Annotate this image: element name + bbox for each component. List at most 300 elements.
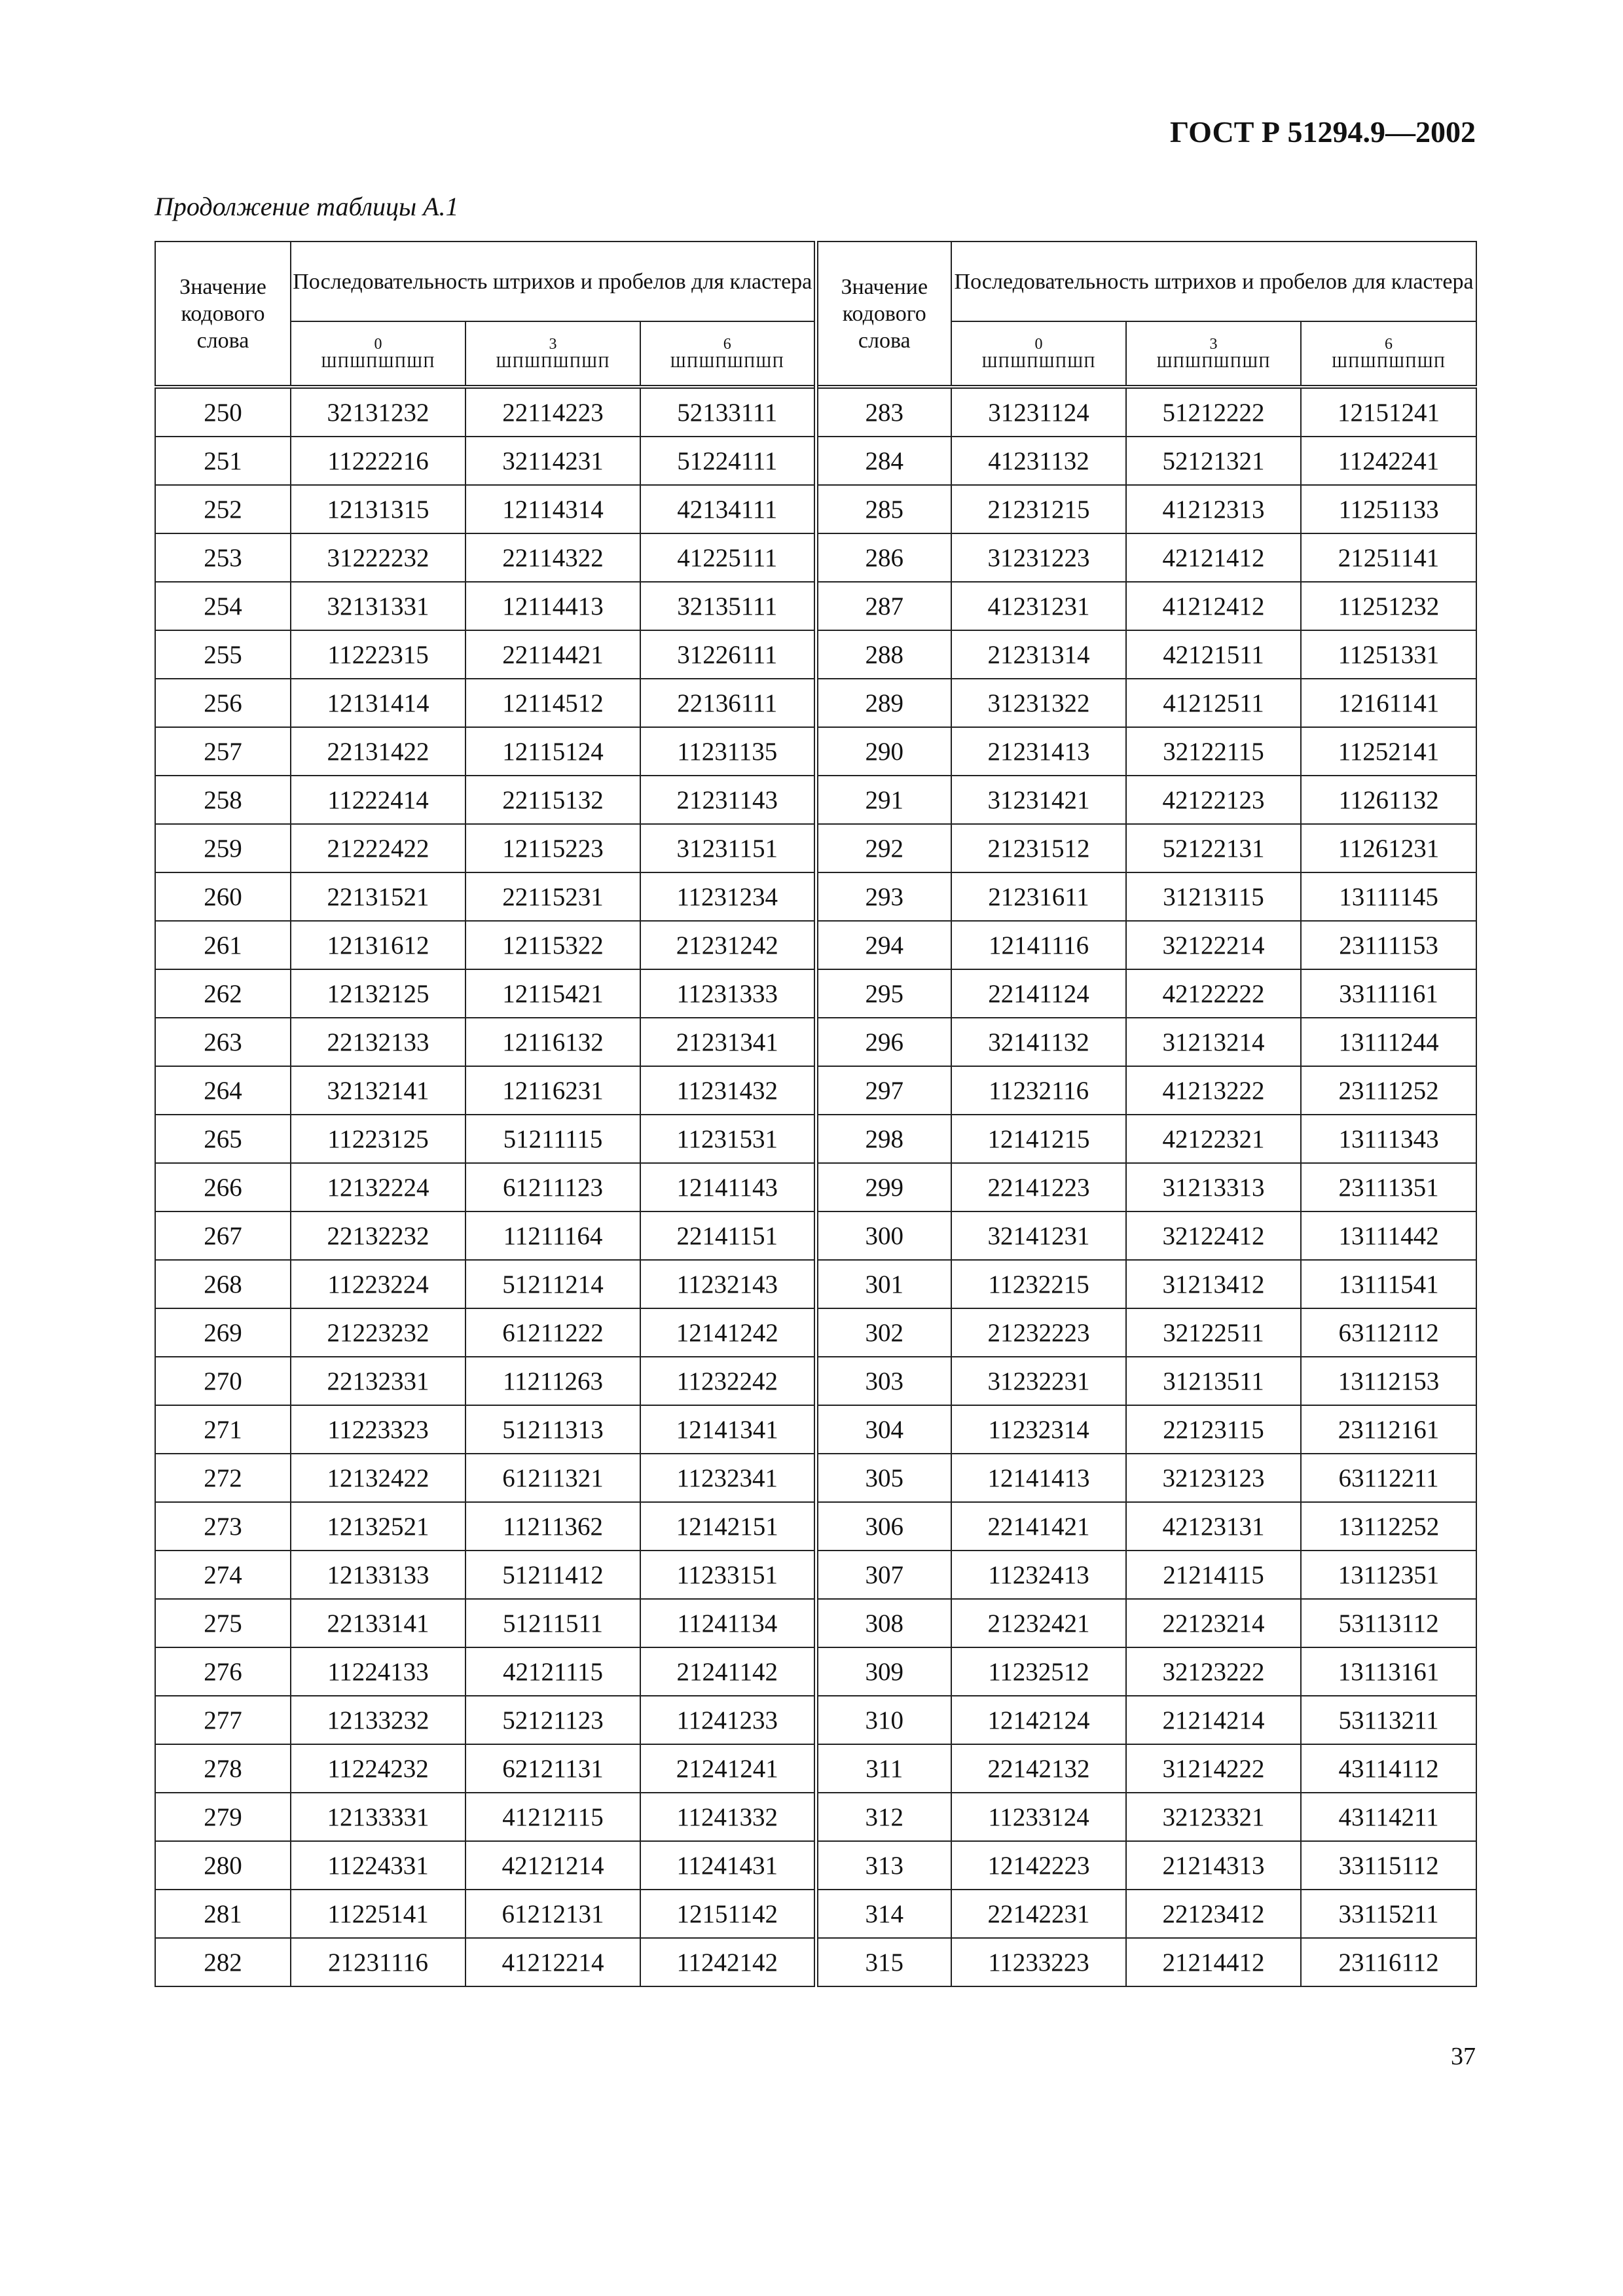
table-cell: 11223224 — [291, 1260, 465, 1308]
table-cell: 257 — [155, 727, 291, 776]
table-cell: 11232413 — [951, 1551, 1126, 1599]
table-cell: 293 — [816, 872, 951, 921]
table-cell: 21214412 — [1126, 1938, 1301, 1986]
table-cell: 41212214 — [465, 1938, 640, 1986]
table-cell: 13111442 — [1301, 1211, 1476, 1260]
table-cell: 32123222 — [1126, 1647, 1301, 1696]
table-cell: 22133141 — [291, 1599, 465, 1647]
table-cell: 13111244 — [1301, 1018, 1476, 1066]
table-cell: 31213313 — [1126, 1163, 1301, 1211]
table-cell: 51211412 — [465, 1551, 640, 1599]
table-cell: 11211164 — [465, 1211, 640, 1260]
table-cell: 22141421 — [951, 1502, 1126, 1551]
table-row — [155, 969, 1476, 1018]
table-cell: 42121412 — [1126, 533, 1301, 582]
table-cell: 23111153 — [1301, 921, 1476, 969]
table-cell: 22132331 — [291, 1357, 465, 1405]
table-row — [155, 727, 1476, 776]
table-cell: 32114231 — [465, 437, 640, 485]
table-cell: 11231531 — [640, 1115, 816, 1163]
table-cell: 250 — [155, 387, 291, 437]
table-row — [155, 1744, 1476, 1793]
table-cell: 253 — [155, 533, 291, 582]
table-cell: 309 — [816, 1647, 951, 1696]
table-cell: 12161141 — [1301, 679, 1476, 727]
table-cell: 42121214 — [465, 1841, 640, 1890]
table-cell: 21241142 — [640, 1647, 816, 1696]
table-cell: 42123131 — [1126, 1502, 1301, 1551]
table-cell: 12141413 — [951, 1454, 1126, 1502]
table-cell: 312 — [816, 1793, 951, 1841]
table-cell: 22114322 — [465, 533, 640, 582]
table-cell: 272 — [155, 1454, 291, 1502]
table-row — [155, 1938, 1476, 1986]
table-cell: 11232215 — [951, 1260, 1126, 1308]
table-cell: 12151142 — [640, 1890, 816, 1938]
table-cell: 12141215 — [951, 1115, 1126, 1163]
table-cell: 41213222 — [1126, 1066, 1301, 1115]
table-cell: 31232231 — [951, 1357, 1126, 1405]
table-cell: 11231135 — [640, 727, 816, 776]
table-cell: 22114421 — [465, 630, 640, 679]
table-cell: 11233151 — [640, 1551, 816, 1599]
table-cell: 21231143 — [640, 776, 816, 824]
table-cell: 11241332 — [640, 1793, 816, 1841]
table-cell: 21231116 — [291, 1938, 465, 1986]
table-cell: 21223232 — [291, 1308, 465, 1357]
table-cell: 304 — [816, 1405, 951, 1454]
table-cell: 11232341 — [640, 1454, 816, 1502]
table-cell: 11222414 — [291, 776, 465, 824]
table-cell: 267 — [155, 1211, 291, 1260]
table-row — [155, 1551, 1476, 1599]
table-cell: 13112153 — [1301, 1357, 1476, 1405]
table-cell: 31214222 — [1126, 1744, 1301, 1793]
table-cell: 32122511 — [1126, 1308, 1301, 1357]
table-cell: 13112351 — [1301, 1551, 1476, 1599]
table-cell: 295 — [816, 969, 951, 1018]
table-cell: 310 — [816, 1696, 951, 1744]
cluster-0-header-right: 0 ШПШПШПШП — [951, 321, 1126, 387]
table-cell: 42122321 — [1126, 1115, 1301, 1163]
table-cell: 11232512 — [951, 1647, 1126, 1696]
table-cell: 22142132 — [951, 1744, 1126, 1793]
table-cell: 13111343 — [1301, 1115, 1476, 1163]
table-cell: 21241241 — [640, 1744, 816, 1793]
table-cell: 271 — [155, 1405, 291, 1454]
table-cell: 11261231 — [1301, 824, 1476, 872]
table-cell: 22136111 — [640, 679, 816, 727]
table-cell: 259 — [155, 824, 291, 872]
table-cell: 31213511 — [1126, 1357, 1301, 1405]
table-cell: 41225111 — [640, 533, 816, 582]
table-cell: 41212115 — [465, 1793, 640, 1841]
table-cell: 12133232 — [291, 1696, 465, 1744]
table-cell: 61211321 — [465, 1454, 640, 1502]
table-cell: 11232143 — [640, 1260, 816, 1308]
table-cell: 291 — [816, 776, 951, 824]
table-row — [155, 437, 1476, 485]
table-cell: 21231512 — [951, 824, 1126, 872]
table-cell: 12114314 — [465, 485, 640, 533]
table-cell: 298 — [816, 1115, 951, 1163]
table-cell: 12116132 — [465, 1018, 640, 1066]
table-row — [155, 1599, 1476, 1647]
table-cell: 305 — [816, 1454, 951, 1502]
table-cell: 11223125 — [291, 1115, 465, 1163]
table-cell: 23111351 — [1301, 1163, 1476, 1211]
table-cell: 22141151 — [640, 1211, 816, 1260]
table-cell: 281 — [155, 1890, 291, 1938]
header-sequence-right: Последовательность штрихов и пробелов для кластера — [951, 242, 1476, 321]
table-row — [155, 921, 1476, 969]
table-cell: 11261132 — [1301, 776, 1476, 824]
table-cell: 23116112 — [1301, 1938, 1476, 1986]
table-row — [155, 679, 1476, 727]
table-cell: 41231231 — [951, 582, 1126, 630]
table-cell: 31231223 — [951, 533, 1126, 582]
table-cell: 12132125 — [291, 969, 465, 1018]
table-cell: 11232242 — [640, 1357, 816, 1405]
table-cell: 32123123 — [1126, 1454, 1301, 1502]
table-cell: 61211123 — [465, 1163, 640, 1211]
table-cell: 12132224 — [291, 1163, 465, 1211]
table-cell: 314 — [816, 1890, 951, 1938]
table-cell: 22141124 — [951, 969, 1126, 1018]
table-cell: 11231333 — [640, 969, 816, 1018]
table-cell: 32132141 — [291, 1066, 465, 1115]
table-cell: 11232116 — [951, 1066, 1126, 1115]
table-cell: 278 — [155, 1744, 291, 1793]
table-cell: 300 — [816, 1211, 951, 1260]
table-cell: 23112161 — [1301, 1405, 1476, 1454]
table-row — [155, 1841, 1476, 1890]
table-cell: 255 — [155, 630, 291, 679]
table-cell: 284 — [816, 437, 951, 485]
table-cell: 52133111 — [640, 387, 816, 437]
table-cell: 11231432 — [640, 1066, 816, 1115]
table-cell: 12133133 — [291, 1551, 465, 1599]
table-row — [155, 1696, 1476, 1744]
table-cell: 12131315 — [291, 485, 465, 533]
table-row — [155, 1454, 1476, 1502]
table-cell: 254 — [155, 582, 291, 630]
table-cell: 31231151 — [640, 824, 816, 872]
table-cell: 262 — [155, 969, 291, 1018]
table-cell: 22132133 — [291, 1018, 465, 1066]
table-cell: 275 — [155, 1599, 291, 1647]
table-cell: 252 — [155, 485, 291, 533]
table-cell: 31231322 — [951, 679, 1126, 727]
table-cell: 11251331 — [1301, 630, 1476, 679]
document-title: ГОСТ Р 51294.9—2002 — [1170, 115, 1476, 149]
table-row — [155, 1647, 1476, 1696]
table-row — [155, 1163, 1476, 1211]
table-cell: 276 — [155, 1647, 291, 1696]
table-cell: 266 — [155, 1163, 291, 1211]
table-cell: 12132422 — [291, 1454, 465, 1502]
cluster-6-header-left: 6 ШПШПШПШП — [640, 321, 816, 387]
table-cell: 41212313 — [1126, 485, 1301, 533]
table-cell: 294 — [816, 921, 951, 969]
table-cell: 12115124 — [465, 727, 640, 776]
table-cell: 21232421 — [951, 1599, 1126, 1647]
table-cell: 23111252 — [1301, 1066, 1476, 1115]
cluster-0-header-left: 0 ШПШПШПШП — [291, 321, 465, 387]
table-cell: 11225141 — [291, 1890, 465, 1938]
table-cell: 22132232 — [291, 1211, 465, 1260]
table-cell: 52121123 — [465, 1696, 640, 1744]
header-codeword-value-left: Значение кодового слова — [155, 242, 291, 387]
table-cell: 274 — [155, 1551, 291, 1599]
table-cell: 12114413 — [465, 582, 640, 630]
table-cell: 12141143 — [640, 1163, 816, 1211]
table-cell: 52121321 — [1126, 437, 1301, 485]
table-cell: 292 — [816, 824, 951, 872]
table-cell: 288 — [816, 630, 951, 679]
table-cell: 268 — [155, 1260, 291, 1308]
table-cell: 301 — [816, 1260, 951, 1308]
table-cell: 302 — [816, 1308, 951, 1357]
table-cell: 22115132 — [465, 776, 640, 824]
table-cell: 251 — [155, 437, 291, 485]
table-cell: 12132521 — [291, 1502, 465, 1551]
table-cell: 21214313 — [1126, 1841, 1301, 1890]
table-cell: 51224111 — [640, 437, 816, 485]
table-cell: 11241134 — [640, 1599, 816, 1647]
cluster-3-header-left: 3 ШПШПШПШП — [465, 321, 640, 387]
table-cell: 21232223 — [951, 1308, 1126, 1357]
table-cell: 33111161 — [1301, 969, 1476, 1018]
table-cell: 51211214 — [465, 1260, 640, 1308]
table-row — [155, 387, 1476, 437]
table-cell: 21231314 — [951, 630, 1126, 679]
table-cell: 289 — [816, 679, 951, 727]
table-cell: 31231124 — [951, 387, 1126, 437]
table-cell: 63112211 — [1301, 1454, 1476, 1502]
table-cell: 308 — [816, 1599, 951, 1647]
table-row — [155, 533, 1476, 582]
table-cell: 42121115 — [465, 1647, 640, 1696]
table-row — [155, 872, 1476, 921]
table-cell: 12142223 — [951, 1841, 1126, 1890]
table-cell: 11242241 — [1301, 437, 1476, 485]
table-cell: 22115231 — [465, 872, 640, 921]
table-cell: 11222315 — [291, 630, 465, 679]
table-cell: 11211362 — [465, 1502, 640, 1551]
table-cell: 43114112 — [1301, 1744, 1476, 1793]
table-cell: 22131521 — [291, 872, 465, 921]
table-cell: 31213214 — [1126, 1018, 1301, 1066]
table-cell: 32141132 — [951, 1018, 1126, 1066]
table-cell: 13111541 — [1301, 1260, 1476, 1308]
table-cell: 22142231 — [951, 1890, 1126, 1938]
table-cell: 258 — [155, 776, 291, 824]
table-cell: 12115322 — [465, 921, 640, 969]
table-cell: 53113211 — [1301, 1696, 1476, 1744]
table-cell: 12114512 — [465, 679, 640, 727]
table-cell: 41212412 — [1126, 582, 1301, 630]
table-row — [155, 485, 1476, 533]
table-cell: 51211313 — [465, 1405, 640, 1454]
table-cell: 12142151 — [640, 1502, 816, 1551]
table-cell: 42122222 — [1126, 969, 1301, 1018]
table-cell: 41231132 — [951, 437, 1126, 485]
code-table — [155, 241, 1477, 1987]
table-cell: 31231421 — [951, 776, 1126, 824]
table-cell: 22141223 — [951, 1163, 1126, 1211]
table-cell: 315 — [816, 1938, 951, 1986]
table-cell: 11224133 — [291, 1647, 465, 1696]
table-cell: 12115223 — [465, 824, 640, 872]
table-cell: 286 — [816, 533, 951, 582]
header-sequence-left: Последовательность штрихов и пробелов для кластера — [291, 242, 816, 321]
table-cell: 33115112 — [1301, 1841, 1476, 1890]
table-cell: 53113112 — [1301, 1599, 1476, 1647]
table-cell: 42122123 — [1126, 776, 1301, 824]
table-cell: 11222216 — [291, 437, 465, 485]
table-cell: 51211511 — [465, 1599, 640, 1647]
table-cell: 51212222 — [1126, 387, 1301, 437]
table-row — [155, 1260, 1476, 1308]
table-cell: 12115421 — [465, 969, 640, 1018]
table-row — [155, 630, 1476, 679]
table-cell: 270 — [155, 1357, 291, 1405]
table-cell: 11241233 — [640, 1696, 816, 1744]
table-row — [155, 1502, 1476, 1551]
table-cell: 11233223 — [951, 1938, 1126, 1986]
table-cell: 52122131 — [1126, 824, 1301, 872]
table-cell: 21231242 — [640, 921, 816, 969]
table-cell: 12141341 — [640, 1405, 816, 1454]
table-cell: 279 — [155, 1793, 291, 1841]
table-cell: 306 — [816, 1502, 951, 1551]
table-cell: 290 — [816, 727, 951, 776]
table-cell: 11251232 — [1301, 582, 1476, 630]
table-cell: 42134111 — [640, 485, 816, 533]
table-row — [155, 1890, 1476, 1938]
table-cell: 11242142 — [640, 1938, 816, 1986]
table-cell: 12141242 — [640, 1308, 816, 1357]
table-cell: 32135111 — [640, 582, 816, 630]
table-cell: 11251133 — [1301, 485, 1476, 533]
table-cell: 12116231 — [465, 1066, 640, 1115]
table-cell: 263 — [155, 1018, 291, 1066]
table-cell: 21231413 — [951, 727, 1126, 776]
table-cell: 61212131 — [465, 1890, 640, 1938]
table-cell: 43114211 — [1301, 1793, 1476, 1841]
table-cell: 21214214 — [1126, 1696, 1301, 1744]
table-cell: 12151241 — [1301, 387, 1476, 437]
table-cell: 299 — [816, 1163, 951, 1211]
table-cell: 11233124 — [951, 1793, 1126, 1841]
table-cell: 12131414 — [291, 679, 465, 727]
table-cell: 11231234 — [640, 872, 816, 921]
table-cell: 31213412 — [1126, 1260, 1301, 1308]
table-cell: 22123115 — [1126, 1405, 1301, 1454]
table-cell: 21222422 — [291, 824, 465, 872]
table-cell: 33115211 — [1301, 1890, 1476, 1938]
table-row — [155, 776, 1476, 824]
table-cell: 21231341 — [640, 1018, 816, 1066]
table-cell: 311 — [816, 1744, 951, 1793]
table-cell: 63112112 — [1301, 1308, 1476, 1357]
table-cell: 260 — [155, 872, 291, 921]
table-cell: 22123412 — [1126, 1890, 1301, 1938]
header-codeword-value-right: Значение кодового слова — [816, 242, 951, 387]
table-cell: 11223323 — [291, 1405, 465, 1454]
cluster-6-header-right: 6 ШПШПШПШП — [1301, 321, 1476, 387]
table-cell: 21214115 — [1126, 1551, 1301, 1599]
table-row — [155, 1405, 1476, 1454]
table-row — [155, 1211, 1476, 1260]
table-cell: 11252141 — [1301, 727, 1476, 776]
table-cell: 32131232 — [291, 387, 465, 437]
table-cell: 285 — [816, 485, 951, 533]
table-cell: 277 — [155, 1696, 291, 1744]
table-cell: 287 — [816, 582, 951, 630]
table-cell: 21231215 — [951, 485, 1126, 533]
table-cell: 313 — [816, 1841, 951, 1890]
table-cell: 22114223 — [465, 387, 640, 437]
table-cell: 264 — [155, 1066, 291, 1115]
table-cell: 282 — [155, 1938, 291, 1986]
table-row — [155, 1357, 1476, 1405]
table-body — [155, 387, 1476, 1986]
table-row — [155, 1793, 1476, 1841]
table-cell: 22131422 — [291, 727, 465, 776]
table-row — [155, 824, 1476, 872]
table-cell: 11224232 — [291, 1744, 465, 1793]
table-cell: 32131331 — [291, 582, 465, 630]
table-cell: 11232314 — [951, 1405, 1126, 1454]
table-cell: 261 — [155, 921, 291, 969]
table-cell: 51211115 — [465, 1115, 640, 1163]
table-row — [155, 582, 1476, 630]
table-cell: 62121131 — [465, 1744, 640, 1793]
table-cell: 11241431 — [640, 1841, 816, 1890]
table-cell: 283 — [816, 387, 951, 437]
table-cell: 11211263 — [465, 1357, 640, 1405]
table-cell: 280 — [155, 1841, 291, 1890]
table-cell: 21231611 — [951, 872, 1126, 921]
table-cell: 22123214 — [1126, 1599, 1301, 1647]
table-cell: 296 — [816, 1018, 951, 1066]
table-cell: 21251141 — [1301, 533, 1476, 582]
table-cell: 256 — [155, 679, 291, 727]
table-cell: 297 — [816, 1066, 951, 1115]
table-cell: 31226111 — [640, 630, 816, 679]
table-cell: 13111145 — [1301, 872, 1476, 921]
table-row — [155, 1308, 1476, 1357]
table-cell: 12142124 — [951, 1696, 1126, 1744]
table-cell: 32122214 — [1126, 921, 1301, 969]
table-row — [155, 1066, 1476, 1115]
table-cell: 32122412 — [1126, 1211, 1301, 1260]
page-number: 37 — [1451, 2043, 1476, 2070]
table-cell: 12133331 — [291, 1793, 465, 1841]
table-row — [155, 1018, 1476, 1066]
table-cell: 303 — [816, 1357, 951, 1405]
table-cell: 12131612 — [291, 921, 465, 969]
table-caption: Продолжение таблицы А.1 — [155, 192, 459, 221]
table-cell: 32141231 — [951, 1211, 1126, 1260]
table-cell: 31213115 — [1126, 872, 1301, 921]
table-cell: 265 — [155, 1115, 291, 1163]
table-cell: 31222232 — [291, 533, 465, 582]
table-cell: 32123321 — [1126, 1793, 1301, 1841]
table-cell: 12141116 — [951, 921, 1126, 969]
